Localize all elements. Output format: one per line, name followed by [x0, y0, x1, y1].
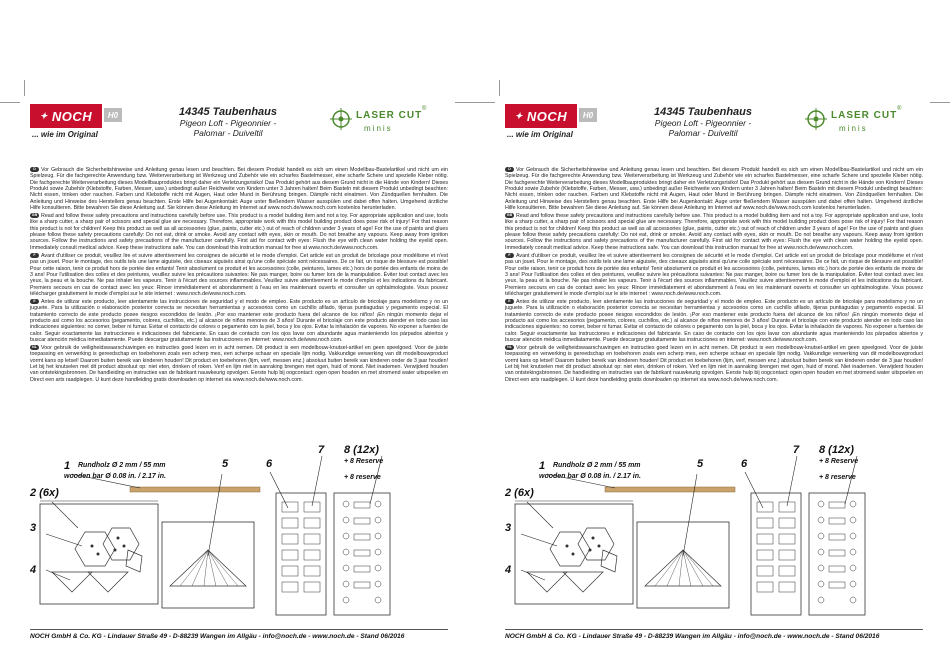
- section-gb: GB Read and follow these safety precautions and instructions carefully before use. This product is a model building item and not a toy. For appropriate application and use, tools like a sharp cutter, a sharp pair of scissors and special glue are necessary. Therefore, appropriate work with this model building product does pose risk of injury! For that reason this product is not for children! Keep this product as well as all accessories (glue, paints, cutter etc.) out of reach of children under 3 years of age! For the use of paints and glues please follow these safety precautions carefully: Do not eat, drink or smoke. Avoid any contact with eyes, skin or mouth. Do not breathe any vapours. Keep away from ignition sources. Follow the instructions and safety precautions of the manufacturer carefully. First aid for contact with eyes: Flush the eye with clean water holding the eyelid open. Immediately consult medical advice. Keep these instructions safe. You can download this instruction manual for free at www.noch.de/www.noch.com.: [505, 213, 923, 251]
- part-sheet-b: [162, 522, 254, 608]
- part-5-label: 5: [222, 458, 229, 470]
- crop-mark: [455, 102, 475, 103]
- language-flag: E: [30, 299, 39, 304]
- section-gb: GB Read and follow these safety precautions and instructions carefully before use. This product is a model building item and not a toy. For appropriate application and use, tools like a sharp cutter, a sharp pair of scissors and special glue are necessary. Therefore, appropriate work with this model building product does pose risk of injury! For that reason this product is not for children! Keep this product as well as all accessories (glue, paints, cutter etc.) out of reach of children under 3 years of age! For the use of paints and glues please follow these safety precautions carefully: Do not eat, drink or smoke. Avoid any contact with eyes, skin or mouth. Do not breathe any vapours. Keep away from ignition sources. Follow the instructions and safety precautions of the manufacturer carefully. First aid for contact with eyes: Flush the eye with clean water holding the eyelid open. Immediately consult medical advice. Keep these instructions safe. You can download this instruction manual for free at www.noch.de/www.noch.com.: [30, 213, 448, 251]
- crop-mark: [24, 80, 25, 96]
- part-8-reserve-en: + 8 reserve: [344, 474, 381, 481]
- wooden-bar: [130, 487, 260, 492]
- product-subtitle-1: Pigeon Loft - Pigeonnier -: [179, 118, 277, 128]
- laser-cut-text: LASER CUT: [831, 110, 898, 121]
- laser-cut-logo: [805, 106, 915, 140]
- parts-drawing: [30, 446, 460, 622]
- part-sheet-c: [751, 493, 801, 615]
- part-4-label: 4: [505, 564, 512, 576]
- crop-mark: [475, 102, 495, 103]
- product-title-block: [158, 106, 298, 138]
- part-5-label: 5: [697, 458, 704, 470]
- part-sheet-d: [334, 493, 390, 615]
- section-es: E Antes de utilizar este producto, leer atentamente las instrucciones de seguridad y el modo de empleo. Este producto es un artículo de bricolaje para modelismo y no un juguete. Para la utilización o elaboración posterior correcta se necesitan herramientas y accesorios como un cuchillo afilado, tijeras puntiagudas y pegamento especial. El tratamiento correcto de este producto posee riesgos escondidos de lesión. ¡Por eso mantener este producto fuera del alcance de los niños! ¡En ningún momento dejar el producto así como los accesorios (pegamento, colores, cuchillos, etc.) al alcance de niños menores de 3 años! Durante el bricolaje con este producto atender en todo caso las indicaciones siguientes: no comer, beber ni fumar. Evitar el contacto de colores o pegamento con la piel, boca y los ojos. Evitar la inhalación de vapores. No exponer a fuentes de calor. Seguir exactamente las instrucciones e indicaciones del fabricante. En caso de contacto con los ojos lavar con abundante agua manteniendo los párpados abiertos y buscar atención médica inmediatamente. Puede descargar gratuitamente las instrucciones en internet: www.noch.de/www.noch.com.: [505, 298, 923, 343]
- product-subtitle-1: Pigeon Loft - Pigeonnier -: [654, 118, 752, 128]
- part-sheet-b: [637, 522, 729, 608]
- section-es: E Antes de utilizar este producto, leer atentamente las instrucciones de seguridad y el modo de empleo. Este producto es un artículo de bricolaje para modelismo y no un juguete. Para la utilización o elaboración posterior correcta se necesitan herramientas y accesorios como un cuchillo afilado, tijeras puntiagudas y pegamento especial. El tratamiento correcto de este producto posee riesgos escondidos de lesión. ¡Por eso mantener este producto fuera del alcance de los niños! ¡En ningún momento dejar el producto así como los accesorios (pegamento, colores, cuchillos, etc.) al alcance de niños menores de 3 años! Durante el bricolaje con este producto atender en todo caso las indicaciones siguientes: no comer, beber ni fumar. Evitar el contacto de colores o pegamento con la piel, boca y los ojos. Evitar la inhalación de vapores. No exponer a fuentes de calor. Seguir exactamente las instrucciones e indicaciones del fabricante. En caso de contacto con los ojos lavar con abundante agua manteniendo los párpados abiertos y buscar atención médica inmediatamente. Puede descargar gratuitamente las instrucciones en internet: www.noch.de/www.noch.com.: [30, 298, 448, 343]
- laser-cut-minis: minis: [364, 124, 393, 133]
- part-7-label: 7: [318, 444, 325, 456]
- part-1-number: 1: [64, 460, 71, 472]
- part-8-label: 8 (12x): [344, 444, 379, 456]
- laser-cut-text: LASER CUT: [356, 110, 423, 121]
- brand-slogan: ... wie im Original: [32, 130, 98, 139]
- part-2-label: 2 (6x): [505, 487, 534, 499]
- part-2-label: 2 (6x): [30, 487, 59, 499]
- parts-drawing: [505, 446, 935, 622]
- part-1-label-en: wooden bar Ø 0.08 in. / 2.17 in.: [64, 473, 166, 480]
- noch-logo: ✦ NOCH: [30, 104, 102, 128]
- registered-mark: ®: [897, 106, 902, 112]
- scale-badge: H0: [104, 108, 122, 122]
- page-header: [30, 104, 450, 144]
- noch-logo: ✦ NOCH: [505, 104, 577, 128]
- product-title: 14345 Taubenhaus: [653, 106, 753, 118]
- part-8-reserve-en: + 8 reserve: [819, 474, 856, 481]
- part-3-label: 3: [505, 522, 512, 534]
- safety-instructions: [505, 167, 923, 385]
- crop-mark: [499, 80, 500, 96]
- part-1-number: 1: [539, 460, 546, 472]
- part-1-label-en: wooden bar Ø 0.08 in. / 2.17 in.: [539, 473, 641, 480]
- product-title-block: [633, 106, 773, 138]
- language-flag: E: [505, 299, 514, 304]
- section-nl: NL Voor gebruik de veiligheidswaarschuwingen en instructies goed lezen en in acht nemen. Dit product is een modelbouw-knutsel-artikel en geen speelgoed. Voor de juiste toepassing en verwerking is gereedschap en toebehoren zoals een scherp mes, een scherpe schaar en speciale lijm nodig. Vakkundige verwerking van dit modelbouwproduct vormt kans op letsel! Daarom buiten bereik van kinderen houden! Dit product en toebehoren (lijm, verf, messen enz.) absoluut buiten bereik van kinderen onder de 3 jaar houden! Let bij het knutselen met dit product absoluut op: niet eten, drinken of roken. Verf en lijm niet in aanraking brengen met ogen, huid of mond. Niet inademen. Verwijderd houden van ontstekingsbronnen. De handleiding en instructies van de fabrikant nauwkeurig opvolgen. Eerste hulp bij oogcontact: ogen open houden en met stromend water uitspoelen en Direct een arts raadplegen. U kunt deze handleiding gratis downloaden op internet via www.noch.de/www.noch.com.: [505, 345, 923, 383]
- brand-slogan: ... wie im Original: [507, 130, 573, 139]
- part-1-label-de: Rundholz Ø 2 mm / 55 mm: [553, 462, 641, 469]
- language-flag: F: [505, 253, 514, 258]
- language-flag: GB: [506, 213, 513, 218]
- language-flag: D: [505, 167, 514, 172]
- footer-divider: [505, 629, 923, 630]
- part-1-label-de: Rundholz Ø 2 mm / 55 mm: [78, 462, 166, 469]
- part-4-label: 4: [30, 564, 37, 576]
- product-subtitle-2: Palomar - Duiveltil: [668, 128, 738, 138]
- language-flag: NL: [30, 345, 39, 350]
- scale-badge: H0: [579, 108, 597, 122]
- crop-mark: [930, 102, 950, 103]
- safety-instructions: [30, 167, 448, 385]
- part-7-label: 7: [793, 444, 800, 456]
- crop-mark: [0, 102, 20, 103]
- footer-divider: [30, 629, 448, 630]
- page-footer: NOCH GmbH & Co. KG - Lindauer Straße 49 - D-88239 Wangen im Allgäu - info@noch.de - www.noch.de - Stand 06/2016: [30, 633, 405, 640]
- part-sheet-c: [276, 493, 326, 615]
- section-de: D Vor Gebrauch die Sicherheitshinweise und Anleitung genau lesen und beachten. Bei diesem Produkt handelt es sich um einen Modellbau-Bastelartikel und nicht um ein Spielzeug. Für die fachgerechte Anwendung bzw. Weiterverarbeitung ist Werkzeug und Zubehör wie ein scharfes Bastelmesser, eine scharfe Schere und spezielle Kleber nötig. Die fachgerechte Weiterverarbeitung dieses Modellbauproduktes bringt daher ein Verletzungsrisiko! Das Produkt gehört aus diesem Grund nicht in die Hände von Kindern! Dieses Produkt sowie Zubehör (Klebstoffe, Farben, Messer, usw.) unbedingt außer Reichweite von Kindern unter 3 Jahren halten! Beim Basteln mit diesem Produkt unbedingt beachten: Nicht essen, trinken oder rauchen. Farben und Klebstoffe nicht mit Augen, Haut oder Mund in Berührung bringen. Dämpfe nicht einatmen. Von Zündquellen fernhalten. Die Anleitung und Hinweise des Herstellers genau beachten. Erste Hilfe bei Augenkontakt: Auge unter fließendem Wasser ausspülen und dabei offen halten. Umgehend ärztliche Hilfe konsultieren. Bitte bewahren Sie diese Anleitung auf. Sie können diese Anleitung im Internet auf www.noch.de/www.noch.com kostenlos herunterladen.: [505, 167, 924, 212]
- product-subtitle-2: Palomar - Duiveltil: [193, 128, 263, 138]
- language-flag: D: [30, 167, 39, 172]
- section-nl: NL Voor gebruik de veiligheidswaarschuwingen en instructies goed lezen en in acht nemen. Dit product is een modelbouw-knutsel-artikel en geen speelgoed. Voor de juiste toepassing en verwerking is gereedschap en toebehoren zoals een scherp mes, een scherpe schaar en speciale lijm nodig. Vakkundige verwerking van dit modelbouwproduct vormt kans op letsel! Daarom buiten bereik van kinderen houden! Dit product en toebehoren (lijm, verf, messen enz.) absoluut buiten bereik van kinderen onder de 3 jaar houden! Let bij het knutselen met dit product absoluut op: niet eten, drinken of roken. Verf en lijm niet in aanraking brengen met ogen, huid of mond. Niet inademen. Verwijderd houden van ontstekingsbronnen. De handleiding en instructies van de fabrikant nauwkeurig opvolgen. Eerste hulp bij oogcontact: ogen open houden en met stromend water uitspoelen en Direct een arts raadplegen. U kunt deze handleiding gratis downloaden op internet via www.noch.de/www.noch.com.: [30, 345, 448, 383]
- laser-cut-minis: minis: [839, 124, 868, 133]
- section-fr: F Avant d'utiliser ce produit, veuillez lire et suivre attentivement les consignes de sécurité et le mode d'emploi. Cet article est un produit de bricolage pour modélisme et n'est pas un jouet. Pour le montage, des outils tels une lame aiguisée, des ciseaux aiguisés ainsi qu'une colle spéciale sont nécessaires. De ce fait, un risque de blessure est possible! Pour cette raison, tenir ce produit hors de portée des enfants! Tenir absolument ce produit et les accessoires (colle, peintures, lames etc.) hors de portée des enfants de moins de 3 ans! Pour l'utilisation des colles et des peintures, veuillez suivre les précautions suivantes: Ne pas manger, boire ou fumer lors de la manipulation. Éviter tout contact avec les yeux, la peau et la bouche. Ne pas inhaler les vapeurs. Tenir à l'écart des sources inflammables. Veuillez suivre attentivement le mode d'emploi et les indications du fabricant. Premiers secours en cas de contact avec les yeux: Rincer immédiatement et abondamment à l'eau en les maintenant ouverts et consulter un ophtalmologiste. Vous pouvez télécharger gratuitement le mode d'emploi sur le site internet : www.noch.de/www.noch.com.: [505, 252, 923, 297]
- language-flag: NL: [505, 345, 514, 350]
- part-8-label: 8 (12x): [819, 444, 854, 456]
- wooden-bar: [605, 487, 735, 492]
- section-de: D Vor Gebrauch die Sicherheitshinweise und Anleitung genau lesen und beachten. Bei diesem Produkt handelt es sich um einen Modellbau-Bastelartikel und nicht um ein Spielzeug. Für die fachgerechte Anwendung bzw. Weiterverarbeitung ist Werkzeug und Zubehör wie ein scharfes Bastelmesser, eine scharfe Schere und spezielle Kleber nötig. Die fachgerechte Weiterverarbeitung dieses Modellbauproduktes bringt daher ein Verletzungsrisiko! Das Produkt gehört aus diesem Grund nicht in die Hände von Kindern! Dieses Produkt sowie Zubehör (Klebstoffe, Farben, Messer, usw.) unbedingt außer Reichweite von Kindern unter 3 Jahren halten! Beim Basteln mit diesem Produkt unbedingt beachten: Nicht essen, trinken oder rauchen. Farben und Klebstoffe nicht mit Augen, Haut oder Mund in Berührung bringen. Dämpfe nicht einatmen. Von Zündquellen fernhalten. Die Anleitung und Hinweise des Herstellers genau beachten. Erste Hilfe bei Augenkontakt: Auge unter fließendem Wasser ausspülen und dabei offen halten. Umgehend ärztliche Hilfe konsultieren. Bitte bewahren Sie diese Anleitung auf. Sie können diese Anleitung im Internet auf www.noch.de/www.noch.com kostenlos herunterladen.: [30, 167, 449, 212]
- language-flag: F: [30, 253, 39, 258]
- part-6-label: 6: [741, 458, 748, 470]
- target-icon: [805, 108, 827, 130]
- target-icon: [330, 108, 352, 130]
- part-3-label: 3: [30, 522, 37, 534]
- instruction-page-right: [475, 0, 950, 672]
- laser-cut-logo: [330, 106, 440, 140]
- product-title: 14345 Taubenhaus: [178, 106, 278, 118]
- section-fr: F Avant d'utiliser ce produit, veuillez lire et suivre attentivement les consignes de sécurité et le mode d'emploi. Cet article est un produit de bricolage pour modélisme et n'est pas un jouet. Pour le montage, des outils tels une lame aiguisée, des ciseaux aiguisés ainsi qu'une colle spéciale sont nécessaires. De ce fait, un risque de blessure est possible! Pour cette raison, tenir ce produit hors de portée des enfants! Tenir absolument ce produit et les accessoires (colle, peintures, lames etc.) hors de portée des enfants de moins de 3 ans! Pour l'utilisation des colles et des peintures, veuillez suivre les précautions suivantes: Ne pas manger, boire ou fumer lors de la manipulation. Éviter tout contact avec les yeux, la peau et la bouche. Ne pas inhaler les vapeurs. Tenir à l'écart des sources inflammables. Veuillez suivre attentivement le mode d'emploi et les indications du fabricant. Premiers secours en cas de contact avec les yeux: Rincer immédiatement et abondamment à l'eau en les maintenant ouverts et consulter un ophtalmologiste. Vous pouvez télécharger gratuitement le mode d'emploi sur le site internet : www.noch.de/www.noch.com.: [30, 252, 448, 297]
- part-6-label: 6: [266, 458, 273, 470]
- registered-mark: ®: [422, 106, 427, 112]
- part-8-reserve-de: + 8 Reserve: [819, 458, 859, 465]
- page-footer: NOCH GmbH & Co. KG - Lindauer Straße 49 - D-88239 Wangen im Allgäu - info@noch.de - www.noch.de - Stand 06/2016: [505, 633, 880, 640]
- language-flag: GB: [31, 213, 38, 218]
- page-header: [505, 104, 925, 144]
- part-sheet-d: [809, 493, 865, 615]
- part-8-reserve-de: + 8 Reserve: [344, 458, 384, 465]
